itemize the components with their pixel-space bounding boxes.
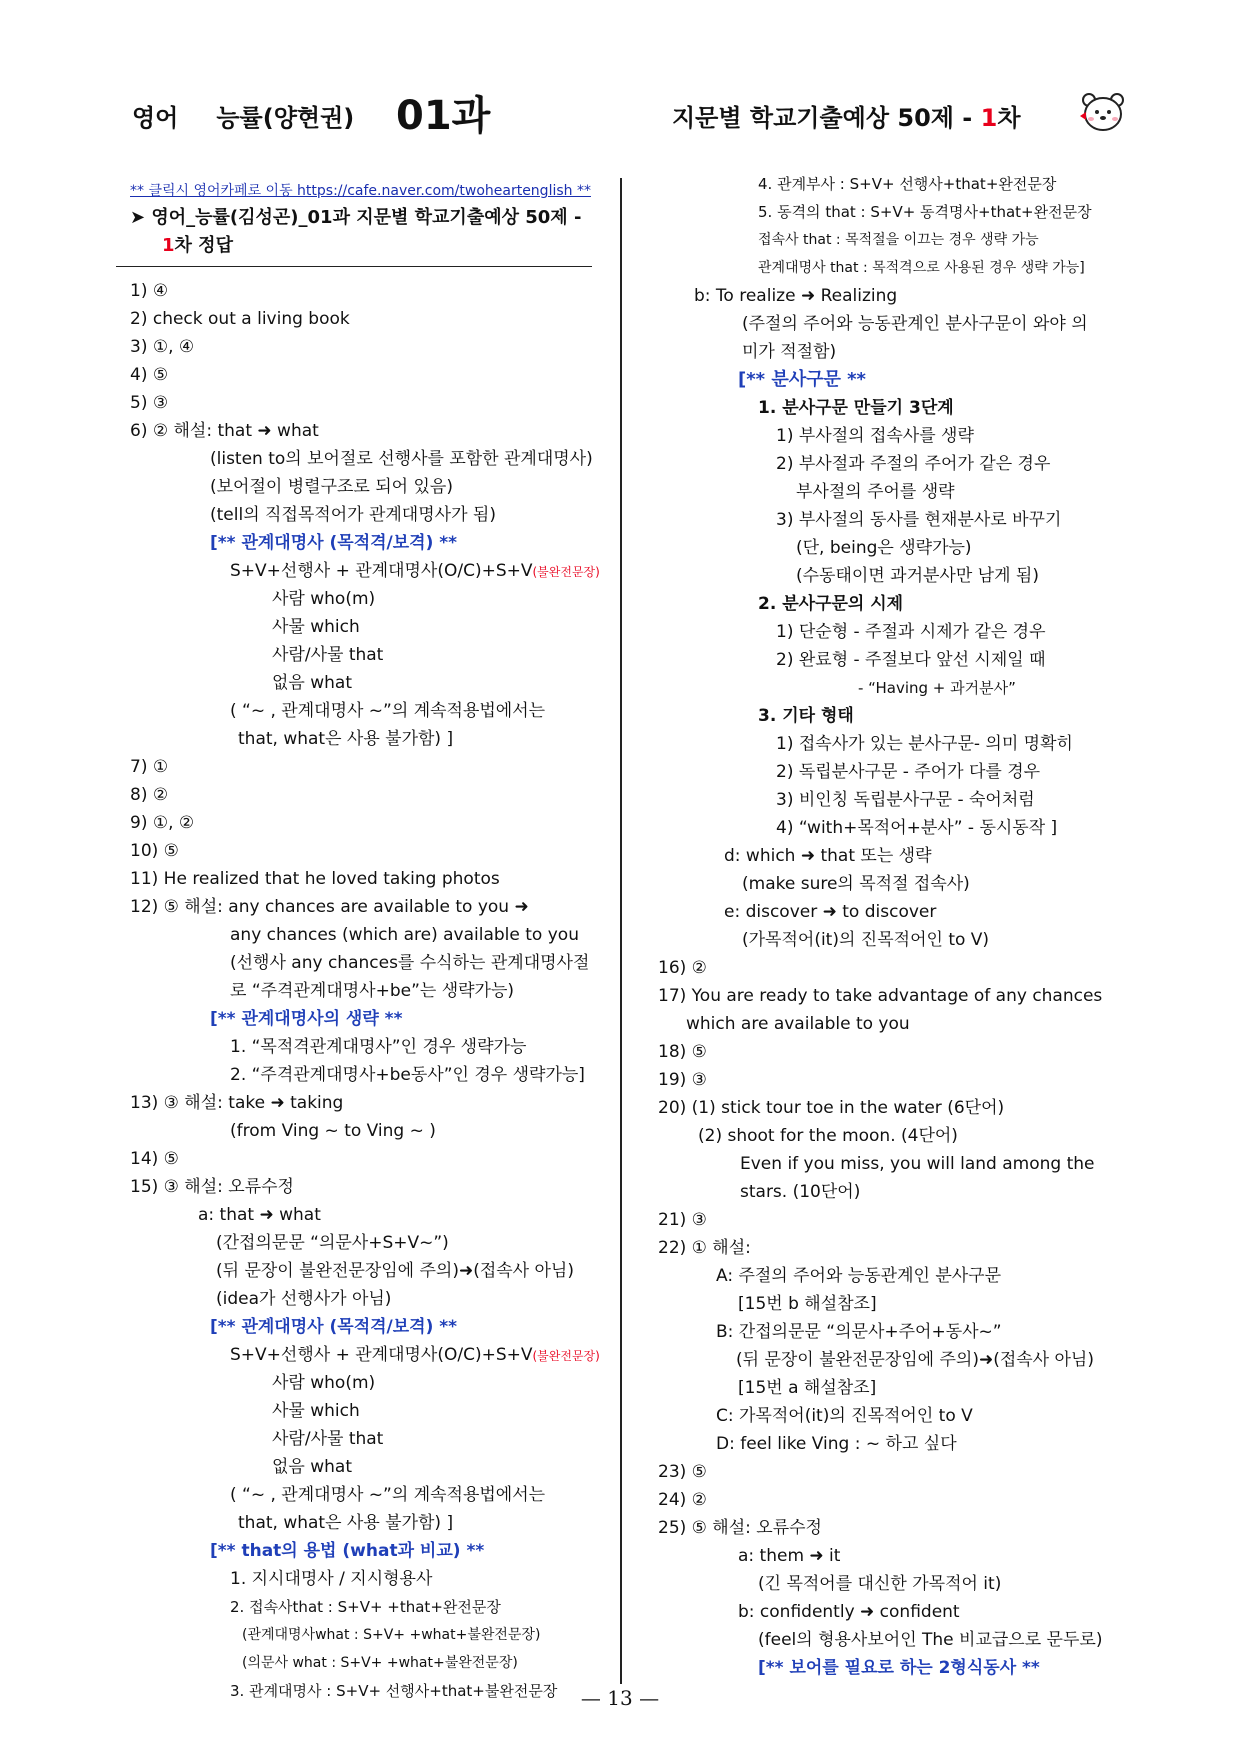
sub-answer: A: 주절의 주어와 능동관계인 분사구문	[716, 1266, 1002, 1286]
header-subject	[132, 98, 354, 133]
sub-answer: b: To realize ➜ Realizing	[694, 286, 898, 306]
answer-4: 4) ⑤	[130, 365, 169, 385]
note-line: 로 “주격관계대명사+be”는 생략가능)	[230, 981, 515, 1001]
grammar-formula	[130, 557, 600, 585]
grammar-row: - “Having + 과거분사”	[858, 679, 1016, 697]
grammar-row: 2. 접속사that : S+V+ +that+완전문장	[230, 1598, 501, 1616]
note-line: [15번 b 해설참조]	[738, 1294, 877, 1314]
grammar-box-title: [** that의 용법 (what과 비교) **	[210, 1541, 485, 1561]
grammar-row: 부사절의 주어를 생략	[796, 482, 955, 502]
grammar-row: 사물 which	[272, 617, 360, 637]
note-line: (make sure의 목적절 접속사)	[742, 874, 970, 894]
answer-17: 17) You are ready to take advantage of any chances	[658, 986, 1103, 1006]
grammar-note: ( “~ , 관계대명사 ~”의 계속적용법에서는	[230, 701, 546, 721]
answer-10: 10) ⑤	[130, 841, 179, 861]
answer-title-num: 1	[162, 235, 175, 256]
formula-text: S+V+선행사 + 관계대명사(O/C)+S+V	[230, 561, 533, 581]
grammar-row: 없음 what	[272, 1457, 353, 1477]
sub-answer: B: 간접의문문 “의문사+주어+동사~”	[716, 1322, 1002, 1342]
grammar-row: (의문사 what : S+V+ +what+불완전문장)	[242, 1655, 518, 1671]
answer-17-cont: which are available to you	[686, 1014, 910, 1034]
grammar-heading: 2. 분사구문의 시제	[758, 594, 904, 614]
page-header	[0, 80, 1240, 150]
left-column	[130, 176, 600, 1705]
note-line: (뒤 문장이 불완전문장임에 주의)➜(접속사 아님)	[216, 1261, 574, 1281]
title-main: 지문별 학교기출예상 50제 -	[672, 104, 981, 132]
cafe-link[interactable]: ** 클릭시 영어카페로 이동 https://cafe.naver.com/twoheartenglish **	[130, 183, 591, 199]
grammar-row: 4) “with+목적어+분사” - 동시동작 ]	[776, 818, 1058, 838]
publisher-label: 능률(양현권)	[216, 104, 355, 132]
grammar-box-title: [** 분사구문 **	[738, 369, 866, 390]
answer-21: 21) ③	[658, 1210, 707, 1230]
grammar-row: 관계대명사 that : 목적격으로 사용된 경우 생략 가능]	[758, 260, 1085, 276]
answer-title-1: ➤ 영어_능률(김성곤)_01과 지문별 학교기출예상 50제 -	[130, 207, 582, 228]
grammar-row: 사람/사물 that	[272, 645, 384, 665]
answer-5: 5) ③	[130, 393, 169, 413]
grammar-row: 2. “주격관계대명사+be동사”인 경우 생략가능]	[230, 1065, 585, 1085]
note-line: Even if you miss, you will land among the	[740, 1154, 1095, 1174]
grammar-row: 없음 what	[272, 673, 353, 693]
title-num: 1	[980, 104, 998, 132]
answer-20: 20) (1) stick tour toe in the water (6단어)	[658, 1098, 1005, 1118]
note-line: (가목적어(it)의 진목적어인 to V)	[742, 930, 990, 950]
answer-24: 24) ②	[658, 1490, 707, 1510]
grammar-row: 1. “목적격관계대명사”인 경우 생략가능	[230, 1037, 527, 1057]
grammar-box-title: [** 관계대명사 (목적격/보격) **	[210, 533, 458, 553]
note-line: (보어절이 병렬구조로 되어 있음)	[210, 477, 453, 497]
grammar-heading: 3. 기타 형태	[758, 706, 854, 726]
answer-2: 2) check out a living book	[130, 309, 350, 329]
grammar-heading: 1. 분사구문 만들기 3단계	[758, 398, 954, 418]
note-line: stars. (10단어)	[740, 1182, 861, 1202]
answer-23: 23) ⑤	[658, 1462, 707, 1482]
grammar-row: 2) 독립분사구문 - 주어가 다를 경우	[776, 762, 1041, 782]
answer-6: 6) ② 해설: that ➜ what	[130, 421, 319, 441]
note-line: (간접의문문 “의문사+S+V~”)	[216, 1233, 449, 1253]
grammar-row: 1) 부사절의 접속사를 생략	[776, 426, 974, 446]
answer-12: 12) ⑤ 해설: any chances are available to you ➜	[130, 897, 529, 917]
formula-text: S+V+선행사 + 관계대명사(O/C)+S+V	[230, 1345, 533, 1365]
grammar-row: (단, being은 생략가능)	[796, 538, 972, 558]
sub-answer: a: them ➜ it	[738, 1546, 841, 1566]
grammar-box-title: [** 보어를 필요로 하는 2형식동사 **	[758, 1658, 1040, 1678]
grammar-row: 2) 완료형 - 주절보다 앞선 시제일 때	[776, 650, 1046, 670]
grammar-row: 3) 비인칭 독립분사구문 - 숙어처럼	[776, 790, 1035, 810]
grammar-box-title: [** 관계대명사의 생략 **	[210, 1009, 403, 1029]
grammar-row: 3) 부사절의 동사를 현재분사로 바꾸기	[776, 510, 1062, 530]
sub-answer: (2) shoot for the moon. (4단어)	[698, 1126, 958, 1146]
answer-14: 14) ⑤	[130, 1149, 179, 1169]
title-rule	[116, 266, 592, 267]
grammar-note: that, what은 사용 불가함) ]	[238, 1513, 454, 1533]
page-number: — 13 —	[580, 1686, 660, 1710]
grammar-row: (수동태이면 과거분사만 남게 됨)	[796, 566, 1039, 586]
answer-8: 8) ②	[130, 785, 169, 805]
note-line: (긴 목적어를 대신한 가목적어 it)	[758, 1574, 1002, 1594]
grammar-row: 2) 부사절과 주절의 주어가 같은 경우	[776, 454, 1051, 474]
note-line: 미가 적절함)	[742, 342, 837, 362]
note-line: any chances (which are) available to you	[230, 925, 579, 945]
grammar-note: ( “~ , 관계대명사 ~”의 계속적용법에서는	[230, 1485, 546, 1505]
note-line: (tell의 직접목적어가 관계대명사가 됨)	[210, 505, 496, 525]
grammar-row: 4. 관계부사 : S+V+ 선행사+that+완전문장	[758, 175, 1057, 193]
answer-25: 25) ⑤ 해설: 오류수정	[658, 1518, 822, 1538]
answer-7: 7) ①	[130, 757, 169, 777]
note-line: (idea가 선행사가 아님)	[216, 1289, 392, 1309]
note-line: (뒤 문장이 불완전문장임에 주의)➜(접속사 아님)	[736, 1350, 1094, 1370]
sub-answer: b: confidently ➜ confident	[738, 1602, 960, 1622]
grammar-row: 사람 who(m)	[272, 589, 376, 609]
formula-note: (불완전문장)	[532, 565, 600, 579]
grammar-row: 1. 지시대명사 / 지시형용사	[230, 1569, 433, 1589]
answer-15: 15) ③ 해설: 오류수정	[130, 1177, 294, 1197]
answer-3: 3) ①, ④	[130, 337, 195, 357]
note-line: (from Ving ~ to Ving ~ )	[230, 1121, 436, 1141]
sub-answer: e: discover ➜ to discover	[724, 902, 937, 922]
note-line: (listen to의 보어절로 선행사를 포함한 관계대명사)	[210, 449, 593, 469]
answer-22: 22) ① 해설:	[658, 1238, 751, 1258]
note-line: (선행사 any chances를 수식하는 관계대명사절	[230, 953, 590, 973]
grammar-row: 사람/사물 that	[272, 1429, 384, 1449]
answer-18: 18) ⑤	[658, 1042, 707, 1062]
note-line: [15번 a 해설참조]	[738, 1378, 877, 1398]
grammar-row: 1) 접속사가 있는 분사구문- 의미 명확히	[776, 734, 1073, 754]
note-line: (feel의 형용사보어인 The 비교급으로 문두로)	[758, 1630, 1103, 1650]
sub-answer: D: feel like Ving : ~ 하고 싶다	[716, 1434, 957, 1454]
lesson-title: 01과	[396, 93, 491, 139]
answer-1: 1) ④	[130, 281, 169, 301]
grammar-note: that, what은 사용 불가함) ]	[238, 729, 454, 749]
answer-16: 16) ②	[658, 958, 707, 978]
sub-answer: d: which ➜ that 또는 생략	[724, 846, 932, 866]
sub-answer: C: 가목적어(it)의 진목적어인 to V	[716, 1406, 973, 1426]
title-suffix: 차	[997, 104, 1021, 132]
grammar-row: 사람 who(m)	[272, 1373, 376, 1393]
grammar-box-title: [** 관계대명사 (목적격/보격) **	[210, 1317, 458, 1337]
answer-11: 11) He realized that he loved taking photos	[130, 869, 500, 889]
grammar-row: 3. 관계대명사 : S+V+ 선행사+that+불완전문장	[230, 1682, 558, 1700]
grammar-formula	[130, 1341, 600, 1369]
bear-mascot-icon	[1078, 88, 1128, 136]
grammar-row: 접속사 that : 목적절을 이끄는 경우 생략 가능	[758, 232, 1039, 248]
formula-note: (불완전문장)	[532, 1349, 600, 1363]
answer-title-2	[130, 232, 600, 260]
grammar-row: 사물 which	[272, 1401, 360, 1421]
header-title	[672, 98, 1021, 133]
subject-label: 영어	[132, 104, 179, 132]
answer-9: 9) ①, ②	[130, 813, 195, 833]
note-line: (주절의 주어와 능동관계인 분사구문이 와야 의	[742, 314, 1088, 334]
grammar-row: 1) 단순형 - 주절과 시제가 같은 경우	[776, 622, 1046, 642]
answer-13: 13) ③ 해설: take ➜ taking	[130, 1093, 344, 1113]
answer-title-suffix: 차 정답	[174, 235, 233, 256]
grammar-row: (관계대명사what : S+V+ +what+불완전문장)	[242, 1627, 541, 1643]
answer-19: 19) ③	[658, 1070, 707, 1090]
grammar-row: 5. 동격의 that : S+V+ 동격명사+that+완전문장	[758, 203, 1092, 221]
column-divider	[620, 178, 622, 1684]
right-column	[658, 170, 1128, 1682]
sub-answer: a: that ➜ what	[198, 1205, 321, 1225]
